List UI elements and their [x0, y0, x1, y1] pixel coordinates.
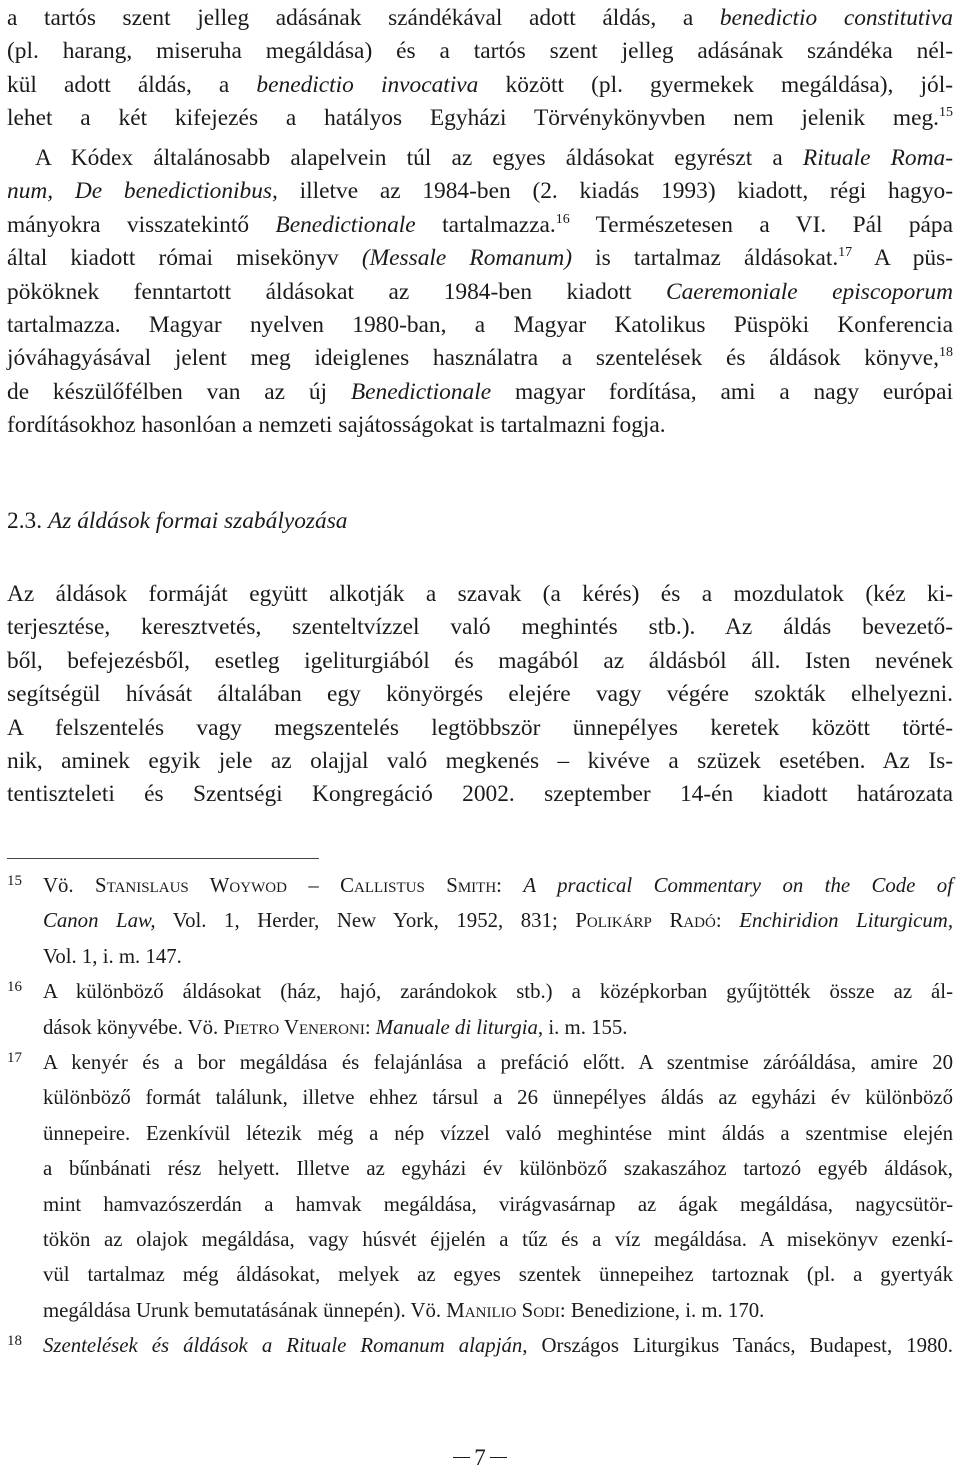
text-line: ből, befejezésből, esetleg igeliturgiából és magából az áldásból áll. Isten nevének	[7, 647, 953, 674]
footnote-line: a bűnbánati rész helyett. Illetve az egyházi év különböző szakaszához tartozó egyéb áldások,	[43, 1157, 953, 1181]
footnotes	[7, 868, 953, 1364]
text-line: (pl. harang, miseruha megáldása) és a tartós szent jelleg adásának szándéka nél-	[7, 38, 953, 65]
footnote-line: mint hamvazószerdán a hamvak megáldása, virágvasárnap az ágak megáldása, nagycsütör-	[43, 1192, 953, 1216]
footnote-15	[7, 868, 953, 974]
page-number: 7	[0, 1445, 960, 1471]
paragraph-3	[7, 578, 953, 812]
paragraph-2	[7, 142, 953, 443]
footnote-separator	[7, 858, 319, 859]
text-line: num, De benedictionibus, illetve az 1984-ben (2. kiadás 1993) kiadott, régi hagyo-	[7, 178, 953, 205]
text-line: a tartós szent jelleg adásának szándékával adott áldás, a benedictio constitutiva	[7, 5, 953, 31]
footnote-line: Canon Law, Vol. 1, Herder, New York, 1952, 831; Polikárp Radó: Enchiridion Liturgicum,	[43, 909, 954, 933]
text-line: terjesztése, keresztvetés, szenteltvízzel való meghintés stb.). Az áldás bevezető-	[7, 614, 953, 641]
footnote-number: 16	[7, 979, 22, 996]
paragraph-1	[7, 2, 953, 136]
text-line: tentiszteleti és Szentségi Kongregáció 2002. szeptember 14-én kiadott határozata	[7, 781, 953, 808]
text-line: nik, aminek egyik jele az olajjal való megkenés – kivéve a szüzek esetében. Az Is-	[7, 748, 953, 775]
footnote-line: A különböző áldásokat (ház, hajó, zarándokok stb.) a középkorban gyűjtötték össze az ál-	[43, 980, 953, 1004]
footnote-line: tökön az olajok megáldása, vagy húsvét éjjelén a tűz és a víz megáldása. A misekönyv ezenkí-	[43, 1228, 953, 1252]
footnote-line: megáldása Urunk bemutatásának ünnepén). Vö. Manilio Sodi: Benedizione, i. m. 170.	[43, 1298, 765, 1322]
footnote-number: 17	[7, 1050, 22, 1067]
section-title: Az áldások formai szabályozása	[47, 508, 348, 534]
text-line: tartalmazza. Magyar nyelven 1980-ban, a Magyar Katolikus Püspöki Konferencia	[7, 312, 953, 339]
footnote-line: különböző formát találunk, illetve ehhez társul a 26 ünnepélyes áldás az egyházi év különböző	[43, 1086, 953, 1110]
text-line: pököknek fenntartott áldásokat az 1984-ben kiadott Caeremoniale episcoporum	[7, 278, 953, 305]
footnote-17	[7, 1045, 953, 1328]
text-line: A felszentelés vagy megszentelés legtöbbször ünnepélyes keretek között törté-	[7, 714, 953, 741]
footnote-ref-18[interactable]: 18	[939, 345, 953, 361]
footnote-line: Vö. Stanislaus Woywod – Callistus Smith: A practical Commentary on the Code of	[43, 874, 953, 897]
footnote-line: A kenyér és a bor megáldása és felajánlása a prefáció előtt. A szentmise záróáldása, amire 20	[43, 1051, 953, 1075]
footnote-line: Vol. 1, i. m. 147.	[43, 944, 182, 968]
footnote-18	[7, 1328, 953, 1363]
text-line: fordításokhoz hasonlóan a nemzeti sajátosságokat is tartalmazni fogja.	[7, 412, 666, 439]
footnote-line: ünnepeire. Ezenkívül létezik még a nép vízzel való meghintése mint áldás a szentmise elején	[43, 1121, 953, 1145]
footnote-ref-15[interactable]: 15	[939, 105, 953, 121]
text-line: lehet a két kifejezés a hatályos Egyházi Törvénykönyvben nem jelenik meg.$^{15}$	[7, 105, 953, 132]
text-line: A Kódex általánosabb alapelvein túl az egyes áldásokat egyrészt a Rituale Roma-	[35, 145, 953, 171]
footnote-number: 18	[7, 1333, 22, 1350]
footnote-number: 15	[7, 873, 22, 889]
footnote-line: dások könyvébe. Vö. Pietro Veneroni: Manuale di liturgia, i. m. 155.	[43, 1015, 628, 1039]
footnote-ref-16[interactable]: 16	[555, 211, 570, 227]
section-number: 2.3.	[7, 508, 43, 534]
section-heading	[7, 505, 348, 538]
text-line: segítségül hívását általában egy könyörgés elejére vagy végére szokták elhelyezni.	[7, 681, 953, 708]
text-line: kül adott áldás, a benedictio invocativa között (pl. gyermekek megáldása), jól-	[7, 71, 954, 98]
text-line: mányokra visszatekintő Benedictionale tartalmazza.$^{16}$ Természetesen a VI. Pál pápa	[7, 211, 953, 238]
text-line: jóváhagyásával jelent meg ideiglenes használatra a szentelések és áldások könyve,$^{18}$	[7, 345, 953, 372]
footnote-16	[7, 974, 953, 1045]
footnote-ref-17[interactable]: 17	[838, 245, 853, 261]
footnote-line: Szentelések és áldások a Rituale Romanum alapján, Országos Liturgikus Tanács, Budapest, 1980.	[43, 1334, 953, 1358]
dash-left	[453, 1457, 470, 1459]
footnote-line: vül tartalmaz még áldásokat, melyek az egyes szentek ünnepeihez tartoznak (pl. a gyertyák	[43, 1263, 953, 1287]
text-line: által kiadott római misekönyv (Messale Romanum) is tartalmaz áldásokat.$^{17}$ A püs-	[7, 245, 953, 272]
text-line: de készülőfélben van az új Benedictionale magyar fordítása, ami a nagy európai	[7, 378, 953, 405]
dash-right	[490, 1457, 507, 1459]
text-line: Az áldások formáját együtt alkotják a szavak (a kérés) és a mozdulatok (kéz ki-	[7, 581, 953, 607]
